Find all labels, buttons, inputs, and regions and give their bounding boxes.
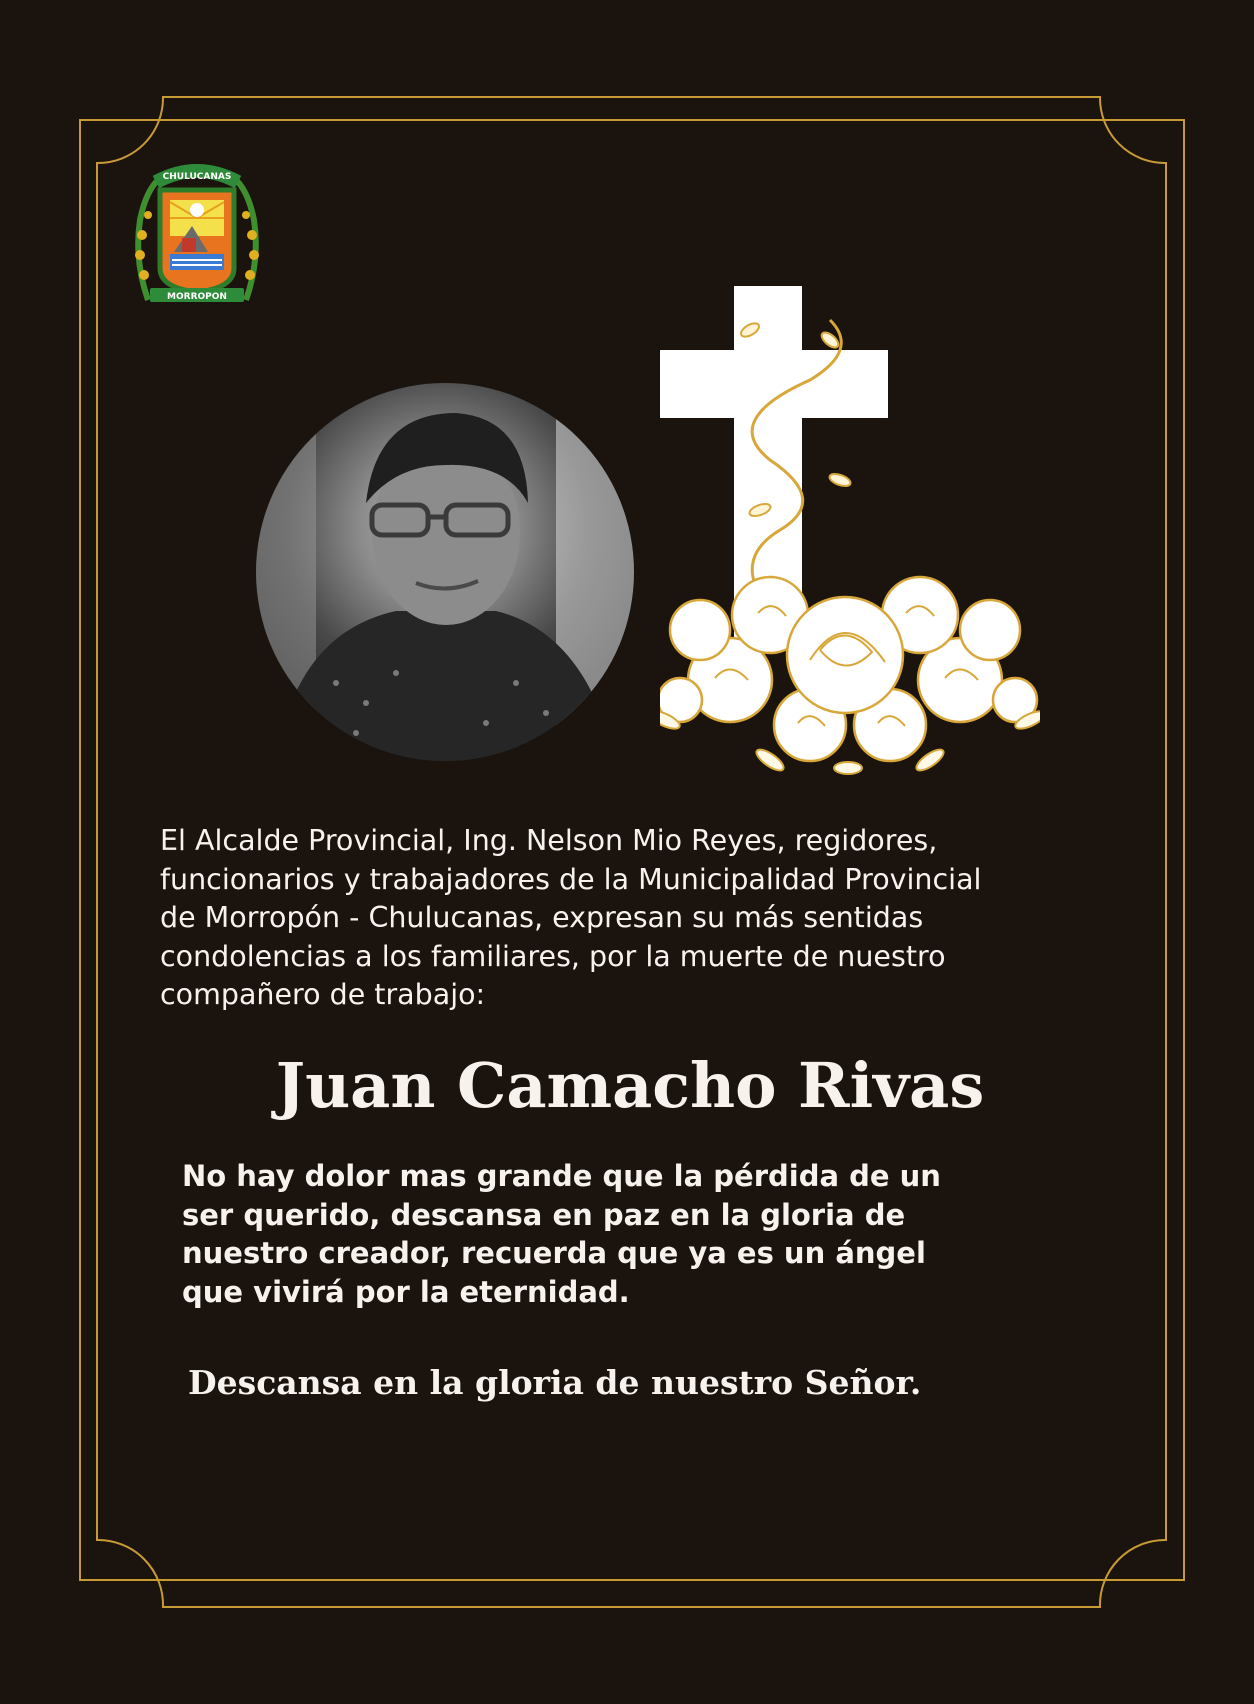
condolence-message [182, 1157, 1142, 1311]
condolence-intro [160, 822, 1150, 1015]
portrait-photo [256, 383, 634, 761]
logo-top-text: CHULUCANAS [162, 172, 232, 182]
intro-line: de Morropón - Chulucanas, expresan su más sentidas [160, 901, 924, 934]
intro-line: funcionarios y trabajadores de la Municipalidad Provincial [160, 862, 982, 896]
message-line: No hay dolor mas grande que la pérdida de un [182, 1159, 941, 1193]
message-line: nuestro creador, recuerda que ya es un ángel [182, 1236, 926, 1270]
deceased-name: Juan Camacho Rivas [275, 1049, 985, 1122]
closing-phrase: Descansa en la gloria de nuestro Señor. [188, 1363, 922, 1402]
municipality-logo [130, 160, 264, 305]
intro-line: condolencias a los familiares, por la muerte de nuestro [160, 939, 946, 973]
logo-bottom-text: MORROPON [167, 292, 227, 302]
cross-with-roses-icon [660, 280, 1040, 780]
message-line: que vivirá por la eternidad. [182, 1274, 630, 1309]
intro-line: compañero de trabajo: [160, 978, 486, 1011]
message-line: ser querido, descansa en paz en la gloria de [182, 1197, 906, 1232]
intro-line: El Alcalde Provincial, Ing. Nelson Mio Reyes, regidores, [160, 824, 938, 857]
